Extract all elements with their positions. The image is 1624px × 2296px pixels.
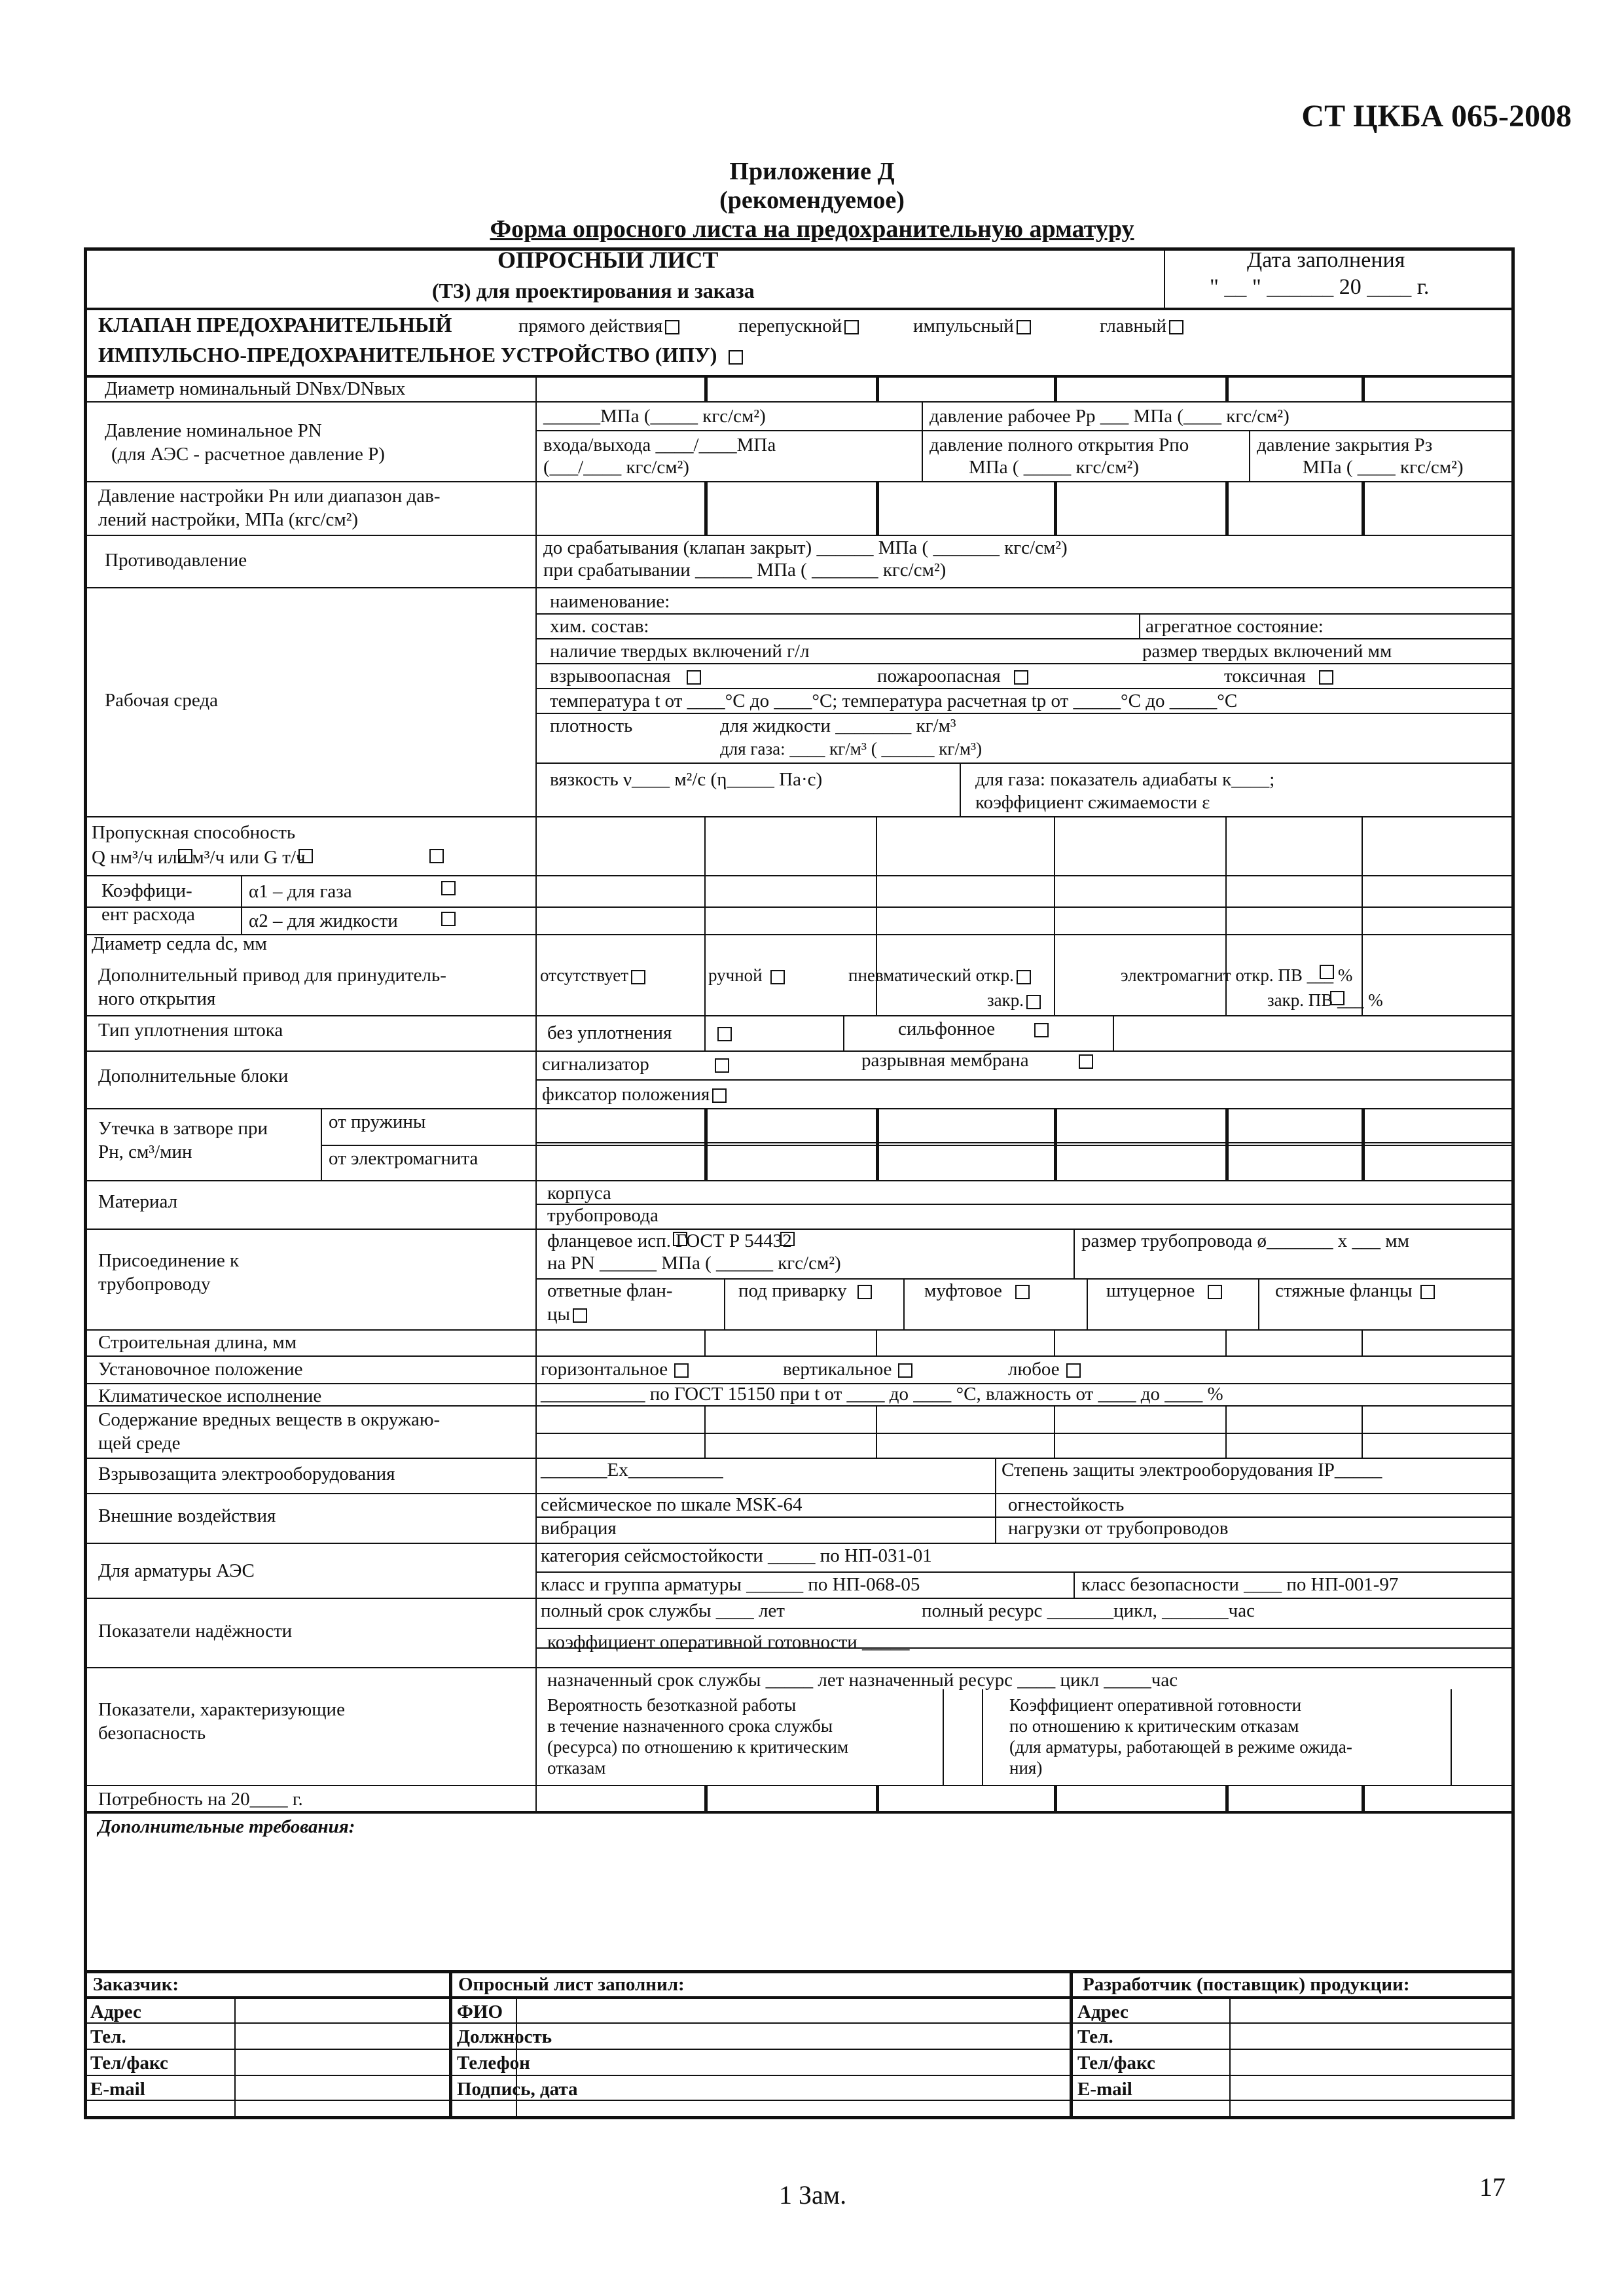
filler-phone[interactable]: Телефон [457,2053,530,2073]
row-npp: Для арматуры АЭС [98,1560,255,1581]
coef-liquid[interactable]: α2 – для жидкости [249,910,398,931]
pn-value-c[interactable]: (___/____ кгс/см²) [543,457,689,478]
checkbox-icon[interactable] [780,1232,795,1246]
safety-coef-4: ния) [1009,1758,1043,1778]
rel-readiness[interactable]: коэффициент оперативной готовности _____ [547,1632,910,1653]
filler-name[interactable]: ФИО [457,2001,503,2022]
checkbox-icon[interactable] [1208,1285,1222,1299]
row-climate: Климатическое исполнение [98,1386,322,1407]
checkbox-icon[interactable] [898,1363,912,1378]
safety-prob-3: (ресурса) по отношению к критическим [547,1737,849,1757]
ext-seismic[interactable]: сейсмическое по шкале MSK-64 [541,1494,803,1515]
row-harmful-1: Содержание вредных веществ в окружаю- [98,1409,441,1430]
material-pipe[interactable]: трубопровода [547,1205,659,1226]
rel-life[interactable]: полный срок службы ____ лет [541,1600,785,1621]
row-safety-1: Показатели, характеризующие [98,1699,345,1720]
checkbox-icon[interactable] [1330,991,1344,1005]
row-dn: Диаметр номинальный DNвх/DNвых [105,378,406,399]
row-drive-2: ного открытия [98,988,216,1009]
checkbox-icon[interactable] [1034,1023,1049,1037]
block-membrane[interactable]: разрывная мембрана [861,1050,1093,1071]
checkbox-icon[interactable] [844,320,859,334]
block-signal[interactable]: сигнализатор [542,1054,729,1075]
row-extra-blocks: Дополнительные блоки [98,1066,289,1086]
row-setpoint-1: Давление настройки Pн или диапазон дав- [98,486,441,507]
closing-pressure-2[interactable]: МПа ( ____ кгс/см²) [1303,457,1464,478]
option-bypass[interactable]: перепускной [738,315,859,336]
safety-coef-3: (для арматуры, работающей в режиме ожида- [1009,1737,1352,1757]
title-block [0,157,1624,243]
filler-position[interactable]: Должность [457,2026,552,2047]
safety-prob-4: отказам [547,1758,606,1778]
form-subtitle: (ТЗ) для проектирования и заказа [432,279,755,302]
row-safety-2: безопасность [98,1723,206,1744]
row-capacity-1: Пропускная способность [92,822,296,843]
extra-requirements-label: Дополнительные требования: [98,1816,355,1837]
checkbox-icon[interactable] [298,849,313,863]
medium-density: плотность [550,715,633,736]
medium-solids[interactable]: наличие твердых включений г/л [550,641,810,662]
checkbox-icon[interactable] [673,1232,687,1246]
mount-vertical[interactable]: вертикальное [783,1359,912,1380]
checkbox-icon[interactable] [1079,1054,1093,1069]
filler-signature[interactable]: Подпись, дата [457,2079,578,2100]
checkbox-icon[interactable] [1420,1285,1435,1299]
ip-value[interactable]: Степень защиты электрооборудования IP_____ [1001,1460,1382,1480]
row-leakage-1: Утечка в затворе при [98,1118,268,1139]
filled-by-label: Опросный лист заполнил: [458,1974,685,1995]
climate-value[interactable]: ___________ по ГОСТ 15150 при t от ____ до ____ °С, влажность от ____ до ____ % [541,1384,1223,1405]
checkbox-icon[interactable] [631,970,645,984]
safety-coef-2: по отношению к критическим отказам [1009,1716,1299,1736]
row-pn-2: (для АЭС - расчетное давление P) [111,444,385,465]
appendix-status: (рекомендуемое) [719,187,905,214]
leak-spring: от пружины [329,1111,426,1132]
checkbox-icon[interactable] [717,1027,732,1041]
fill-date-label: Дата заполнения [1247,248,1405,272]
row-material: Материал [98,1191,178,1212]
safety-coef-1: Коэффициент оперативной готовности [1009,1695,1302,1715]
customer-email[interactable]: E-mail [90,2079,145,2100]
row-drive-1: Дополнительный привод для принудитель- [98,965,446,986]
row-flow-coef-1: Коэффици- [101,880,192,901]
rel-resource[interactable]: полный ресурс _______цикл, _______час [922,1600,1255,1621]
ex-value[interactable]: _______Ex__________ [541,1460,723,1480]
developer-label: Разработчик (поставщик) продукции: [1083,1974,1410,1995]
row-seat-diameter: Диаметр седла dc, мм [92,933,267,954]
connection-coupling[interactable]: муфтовое [924,1280,1030,1301]
row-harmful-2: щей среде [98,1433,181,1454]
medium-compressibility[interactable]: коэффициент сжимаемости ε [975,792,1210,813]
medium-adiabatic[interactable]: для газа: показатель адиабаты к____; [975,769,1275,790]
npp-safety-class[interactable]: класс безопасности ____ по НП-001-97 [1081,1574,1399,1595]
material-body[interactable]: корпуса [547,1183,611,1204]
row-backpressure: Противодавление [105,550,247,571]
connection-tie-flanges[interactable]: стяжные фланцы [1275,1280,1435,1301]
medium-explosive[interactable]: взрывоопасная [550,666,701,687]
change-note: 1 Зам. [779,2180,847,2210]
coef-gas[interactable]: α1 – для газа [249,881,352,902]
checkbox-icon[interactable] [1026,995,1041,1009]
full-open-pressure-2[interactable]: МПа ( _____ кгс/см²) [969,457,1139,478]
row-leakage-2: Pн, см³/мин [98,1141,192,1162]
medium-toxic[interactable]: токсичная [1224,666,1333,687]
valve-type-label: КЛАПАН ПРЕДОХРАНИТЕЛЬНЫЙ [98,313,452,336]
block-position-lock[interactable]: фиксатор положения [542,1084,727,1105]
row-capacity-2: Q нм³/ч или м³/ч или G т/ч [92,847,306,868]
row-stem-seal: Тип уплотнения штока [98,1020,283,1041]
drive-manual[interactable]: ручной [708,965,785,986]
drive-none[interactable]: отсутствует [540,965,645,986]
extra-requirements-area[interactable] [92,1839,1506,1964]
developer-email[interactable]: E-mail [1077,2079,1132,2100]
checkbox-icon[interactable] [1169,320,1183,334]
customer-tel[interactable]: Тел. [90,2026,126,2047]
connection-fitting[interactable]: штуцерное [1106,1280,1222,1301]
form-title: Форма опросного листа на предохранительную арматуру [490,215,1134,243]
npp-seismic[interactable]: категория сейсмостойкости _____ по НП-031-01 [541,1545,932,1566]
npp-class[interactable]: класс и группа арматуры ______ по НП-068-05 [541,1574,920,1595]
checkbox-icon[interactable] [441,912,456,926]
drive-pneumatic[interactable]: пневматический откр. [848,965,1031,986]
checkbox-icon[interactable] [665,320,679,334]
checkbox-icon[interactable] [674,1363,689,1378]
option-main[interactable]: главный [1100,315,1183,336]
checkbox-icon[interactable] [1014,670,1028,685]
safety-assigned[interactable]: назначенный срок службы _____ лет назначенный ресурс ____ цикл _____час [547,1670,1178,1691]
checkbox-icon[interactable] [715,1058,729,1073]
drive-electromagnet[interactable]: электромагнит откр. ПВ ___ % [1121,965,1353,985]
working-pressure[interactable]: давление рабочее Pp ___ МПа (____ кгс/см²) [929,406,1290,427]
row-setpoint-2: лений настройки, МПа (кгс/см²) [98,509,359,530]
drive-electromagnet-close[interactable]: закр. ПВ ___ % [1267,990,1383,1010]
row-reliability: Показатели надёжности [98,1621,293,1641]
leak-electromagnet: от электромагнита [329,1148,478,1169]
checkbox-icon[interactable] [1017,320,1031,334]
row-demand[interactable]: Потребность на 20____ г. [98,1789,303,1810]
option-pulse[interactable]: импульсный [913,315,1031,336]
developer-tel[interactable]: Тел. [1077,2026,1113,2047]
row-flow-coef-2: ент расхода [101,904,195,925]
closing-pressure-1[interactable]: давление закрытия Pз [1257,435,1433,456]
fill-date-value: " __ " ______ 20 ____ г. [1210,275,1430,299]
safety-prob-1: Вероятность безотказной работы [547,1695,797,1715]
backpressure-during[interactable]: при срабатывании ______ МПа ( _______ кгс/см²) [543,560,947,581]
safety-prob-2: в течение назначенного срока службы [547,1716,833,1736]
connection-mating-2[interactable]: цы [547,1304,587,1325]
medium-density-gas[interactable]: для газа: ____ кг/м³ ( ______ кг/м³) [720,739,983,759]
backpressure-before[interactable]: до срабатывания (клапан закрыт) ______ МПа ( _______ кгс/см²) [543,537,1068,558]
seal-none[interactable]: без уплотнения [547,1022,732,1043]
checkbox-icon[interactable] [1320,965,1334,979]
medium-name[interactable]: наименование: [550,591,670,612]
connection-pn[interactable]: на PN ______ МПа ( ______ кгс/см²) [547,1253,841,1274]
customer-address[interactable]: Адрес [90,2001,141,2022]
ext-pipe-loads[interactable]: нагрузки от трубопроводов [1008,1518,1229,1539]
ext-vibration[interactable]: вибрация [541,1518,617,1539]
row-mounting: Установочное положение [98,1359,303,1380]
pn-value-a[interactable]: ______МПа (_____ кгс/см²) [543,406,766,427]
developer-telfax[interactable]: Тел/факс [1077,2053,1155,2073]
medium-solids-size[interactable]: размер твердых включений мм [1142,641,1392,662]
full-open-pressure-1[interactable]: давление полного открытия Pпо [929,435,1189,456]
form-main-title: ОПРОСНЫЙ ЛИСТ [497,247,719,273]
checkbox-icon[interactable] [712,1088,727,1103]
medium-density-liquid[interactable]: для жидкости ________ кг/м³ [720,715,956,736]
mount-any[interactable]: любое [1008,1359,1081,1380]
seal-bellows[interactable]: сильфонное [898,1018,1049,1039]
medium-fire[interactable]: пожароопасная [877,666,1028,687]
medium-aggregate[interactable]: агрегатное состояние: [1146,616,1324,637]
customer-telfax[interactable]: Тел/факс [90,2053,168,2073]
developer-address[interactable]: Адрес [1077,2001,1128,2022]
pn-value-b[interactable]: входа/выхода ____/____МПа [543,435,776,456]
checkbox-icon[interactable] [573,1308,587,1323]
mount-horizontal[interactable]: горизонтальное [541,1359,689,1380]
medium-chem[interactable]: хим. состав: [550,616,649,637]
connection-weld[interactable]: под приварку [738,1280,872,1301]
connection-mating-1[interactable]: ответные флан- [547,1280,673,1301]
row-length: Строительная длина, мм [98,1332,297,1353]
row-pn-1: Давление номинальное PN [105,420,322,441]
checkbox-icon[interactable] [429,849,444,863]
checkbox-icon[interactable] [1066,1363,1081,1378]
checkbox-icon[interactable] [1015,1285,1030,1299]
medium-temperature[interactable]: температура t от ____°С до ____°С; температура расчетная tр от _____°С до _____°С [550,691,1238,711]
option-direct[interactable]: прямого действия [518,315,679,336]
row-working-medium: Рабочая среда [105,690,219,711]
checkbox-icon[interactable] [1319,670,1333,685]
checkbox-icon[interactable] [729,350,743,365]
checkbox-icon[interactable] [441,881,456,895]
appendix-title: Приложение Д [729,158,895,185]
customer-label: Заказчик: [93,1974,179,1995]
checkbox-icon[interactable] [1017,970,1031,984]
checkbox-icon[interactable] [770,970,785,984]
row-explosion-protection: Взрывозащита электрооборудования [98,1463,395,1484]
connection-pipe-size[interactable]: размер трубопровода ø_______ х ___ мм [1081,1230,1409,1251]
checkbox-icon[interactable] [178,849,192,863]
row-external: Внешние воздействия [98,1505,276,1526]
connection-flange[interactable]: фланцевое исп. ГОСТ Р 54432 [547,1230,792,1251]
row-connection-2: трубопроводу [98,1274,211,1295]
checkbox-icon[interactable] [857,1285,872,1299]
checkbox-icon[interactable] [687,670,701,685]
row-connection-1: Присоединение к [98,1250,240,1271]
ext-fire[interactable]: огнестойкость [1008,1494,1125,1515]
page-number: 17 [1479,2172,1506,2202]
document-code: СТ ЦКБА 065-2008 [1301,99,1572,134]
ipu-label[interactable]: ИМПУЛЬСНО-ПРЕДОХРАНИТЕЛЬНОЕ УСТРОЙСТВО (ИПУ) [98,344,743,365]
medium-viscosity[interactable]: вязкость ν____ м²/с (η_____ Па·с) [550,769,823,790]
drive-pneumatic-close[interactable]: закр. [987,990,1041,1011]
